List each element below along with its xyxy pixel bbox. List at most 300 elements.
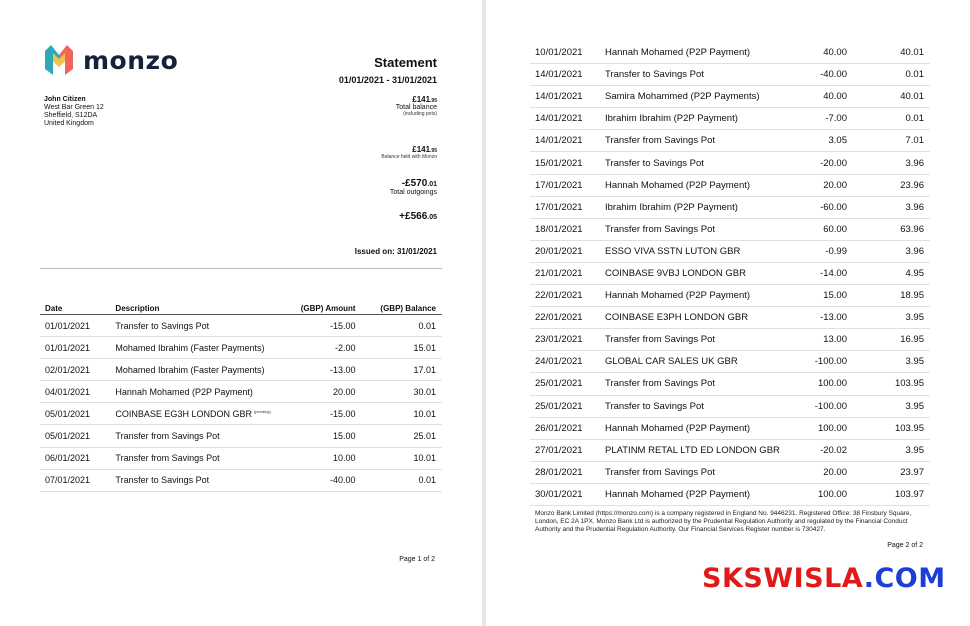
amount-cell bbox=[805, 439, 847, 461]
amount-cell bbox=[805, 307, 847, 329]
amount-cell-text: 15.00 bbox=[333, 431, 356, 442]
balance-cell-text: 3.95 bbox=[905, 312, 924, 324]
date-cell bbox=[530, 483, 605, 505]
amount-cell-text: -13.00 bbox=[820, 312, 847, 324]
address-line: Sheffield, S12DA bbox=[44, 112, 98, 119]
balance-cell-text: 10.01 bbox=[413, 453, 436, 464]
description-cell-text: Hannah Mohamed (P2P Payment) bbox=[115, 386, 253, 397]
outgoings-amount: -£570 bbox=[401, 178, 428, 189]
date-cell-text: 14/01/2021 bbox=[535, 69, 583, 81]
date-cell-text: 10/01/2021 bbox=[535, 47, 583, 59]
description-cell bbox=[605, 285, 805, 307]
page-number: Page 2 of 2 bbox=[887, 542, 923, 549]
date-cell bbox=[530, 329, 605, 351]
date-cell bbox=[530, 461, 605, 483]
date-cell bbox=[530, 108, 605, 130]
description-cell-text: Transfer to Savings Pot bbox=[115, 475, 210, 486]
balance-cell bbox=[356, 425, 442, 447]
balance-cell bbox=[356, 381, 442, 403]
balance-cell-text: 3.96 bbox=[905, 157, 924, 169]
table-row bbox=[530, 262, 930, 284]
description-cell bbox=[115, 447, 300, 469]
description-cell bbox=[115, 337, 300, 359]
date-cell-text: 22/01/2021 bbox=[535, 290, 583, 302]
date-cell bbox=[530, 174, 605, 196]
balance-cell bbox=[847, 130, 930, 152]
balance-cell-text: 10.01 bbox=[413, 408, 436, 419]
date-cell bbox=[40, 315, 115, 337]
table-row bbox=[530, 108, 930, 130]
table-row bbox=[530, 64, 930, 86]
table-row bbox=[530, 307, 930, 329]
monzo-logo-icon bbox=[43, 45, 75, 75]
balance-cell bbox=[847, 329, 930, 351]
description-cell-text: Transfer to Savings Pot bbox=[605, 157, 704, 169]
address-line: United Kingdom bbox=[44, 120, 94, 127]
issued-date: Issued on: 31/01/2021 bbox=[354, 247, 437, 256]
date-cell bbox=[530, 86, 605, 108]
description-cell-text: Hannah Mohamed (P2P Payment) bbox=[605, 290, 751, 302]
date-cell-text: 14/01/2021 bbox=[535, 135, 583, 147]
date-cell-text: 05/01/2021 bbox=[45, 408, 91, 419]
amount-cell bbox=[805, 417, 847, 439]
description-cell-text: Mohamed Ibrahim (Faster Payments) bbox=[115, 364, 265, 375]
date-cell-text: 27/01/2021 bbox=[535, 444, 583, 456]
amount-cell bbox=[805, 351, 847, 373]
description-cell bbox=[605, 240, 805, 262]
amount-cell-text: 100.00 bbox=[817, 488, 847, 500]
description-cell-text: Transfer from Savings Pot bbox=[605, 334, 715, 346]
balance-cell-text: 0.01 bbox=[905, 69, 924, 81]
col-header-description: Description bbox=[115, 299, 300, 315]
date-cell bbox=[40, 469, 115, 491]
monzo-balance-amount: £141 bbox=[412, 145, 431, 154]
total-outgoings bbox=[390, 178, 437, 196]
description-cell bbox=[605, 130, 805, 152]
balance-cell bbox=[356, 403, 442, 425]
balance-cell bbox=[847, 42, 930, 64]
balance-cell-text: 103.97 bbox=[894, 488, 924, 500]
description-cell bbox=[605, 196, 805, 218]
date-cell bbox=[40, 425, 115, 447]
table-row bbox=[40, 315, 442, 337]
description-cell-text: GLOBAL CAR SALES UK GBR bbox=[605, 356, 738, 368]
date-cell bbox=[530, 285, 605, 307]
amount-cell bbox=[301, 447, 356, 469]
date-cell-text: 14/01/2021 bbox=[535, 91, 583, 103]
date-cell bbox=[530, 42, 605, 64]
amount-cell-text: -100.00 bbox=[814, 356, 847, 368]
description-cell-text: Transfer from Savings Pot bbox=[605, 135, 715, 147]
description-cell-text: Hannah Mohamed (P2P Payment) bbox=[605, 422, 751, 434]
col-header-date: Date bbox=[40, 299, 115, 315]
amount-cell-text: -0.99 bbox=[825, 245, 847, 257]
balance-cell bbox=[847, 240, 930, 262]
balance-cell-text: 63.96 bbox=[900, 223, 924, 235]
balance-cell bbox=[847, 307, 930, 329]
balance-cell-text: 23.96 bbox=[900, 179, 924, 191]
amount-cell-text: 20.00 bbox=[333, 386, 356, 397]
description-cell-text: Transfer from Savings Pot bbox=[605, 466, 715, 478]
date-cell-text: 05/01/2021 bbox=[45, 431, 91, 442]
description-cell-text: Mohamed Ibrahim (Faster Payments) bbox=[115, 342, 265, 353]
balance-cell bbox=[847, 417, 930, 439]
table-row bbox=[40, 381, 442, 403]
description-cell bbox=[605, 262, 805, 284]
balance-cell bbox=[356, 337, 442, 359]
description-cell bbox=[605, 86, 805, 108]
brand-name: monzo bbox=[83, 45, 179, 75]
description-cell-text: Transfer to Savings Pot bbox=[115, 320, 210, 331]
description-cell-text: Transfer to Savings Pot bbox=[605, 400, 704, 412]
date-cell-text: 20/01/2021 bbox=[535, 245, 583, 257]
balance-cell-text: 30.01 bbox=[413, 386, 436, 397]
deposits-pence: .05 bbox=[427, 214, 437, 221]
description-cell-text: PLATINM RETAL LTD ED LONDON GBR bbox=[605, 444, 780, 456]
transactions-table-page1 bbox=[40, 299, 442, 492]
date-cell-text: 23/01/2021 bbox=[535, 334, 583, 346]
table-row bbox=[530, 439, 930, 461]
description-cell bbox=[605, 42, 805, 64]
date-cell bbox=[530, 395, 605, 417]
description-cell-text: ESSO VIVA SSTN LUTON GBR bbox=[605, 245, 741, 257]
description-cell bbox=[605, 64, 805, 86]
balance-cell-text: 7.01 bbox=[905, 135, 924, 147]
description-cell bbox=[605, 218, 805, 240]
date-cell bbox=[40, 337, 115, 359]
total-deposits bbox=[399, 211, 437, 222]
description-cell-text: Hannah Mohamed (P2P Payment) bbox=[605, 488, 751, 500]
balance-cell bbox=[847, 86, 930, 108]
page-number: Page 1 of 2 bbox=[399, 556, 435, 563]
balance-cell-text: 3.95 bbox=[905, 356, 924, 368]
balance-cell-text: 103.95 bbox=[894, 378, 924, 390]
date-cell-text: 14/01/2021 bbox=[535, 113, 583, 125]
amount-cell bbox=[805, 196, 847, 218]
customer-name: John Citizen bbox=[44, 96, 86, 103]
amount-cell-text: -2.00 bbox=[335, 342, 356, 353]
amount-cell bbox=[805, 42, 847, 64]
date-cell-text: 17/01/2021 bbox=[535, 179, 583, 191]
amount-cell-text: -20.00 bbox=[820, 157, 847, 169]
date-cell-text: 25/01/2021 bbox=[535, 378, 583, 390]
date-cell-text: 21/01/2021 bbox=[535, 267, 583, 279]
date-cell-text: 04/01/2021 bbox=[45, 386, 91, 397]
description-cell-text: COINBASE 9VBJ LONDON GBR bbox=[605, 267, 746, 279]
balance-cell bbox=[847, 285, 930, 307]
amount-cell bbox=[805, 285, 847, 307]
balance-cell-text: 103.95 bbox=[894, 422, 924, 434]
table-row bbox=[530, 42, 930, 64]
divider bbox=[40, 268, 442, 269]
balance-cell-text: 15.01 bbox=[413, 342, 436, 353]
amount-cell bbox=[301, 425, 356, 447]
table-row bbox=[530, 395, 930, 417]
balance-cell bbox=[847, 108, 930, 130]
amount-cell-text: 20.00 bbox=[823, 466, 847, 478]
watermark bbox=[702, 563, 946, 594]
amount-cell bbox=[805, 218, 847, 240]
table-row bbox=[530, 329, 930, 351]
table-row bbox=[530, 218, 930, 240]
amount-cell-text: -15.00 bbox=[330, 408, 356, 419]
amount-cell-text: 100.00 bbox=[817, 378, 847, 390]
description-cell bbox=[605, 417, 805, 439]
amount-cell bbox=[805, 395, 847, 417]
amount-cell-text: -40.00 bbox=[330, 475, 356, 486]
date-cell bbox=[530, 196, 605, 218]
date-cell-text: 01/01/2021 bbox=[45, 320, 91, 331]
table-row bbox=[40, 425, 442, 447]
watermark-name: SKSWISLA bbox=[702, 563, 864, 594]
amount-cell-text: 20.00 bbox=[823, 179, 847, 191]
amount-cell-text: -60.00 bbox=[820, 201, 847, 213]
table-row bbox=[530, 174, 930, 196]
balance-cell bbox=[847, 373, 930, 395]
amount-cell-text: -7.00 bbox=[825, 113, 847, 125]
description-cell bbox=[115, 359, 300, 381]
balance-cell-text: 3.96 bbox=[905, 245, 924, 257]
monzo-balance bbox=[381, 145, 437, 160]
total-balance-amount: £141 bbox=[412, 95, 431, 104]
amount-cell bbox=[301, 381, 356, 403]
description-cell bbox=[605, 108, 805, 130]
date-cell bbox=[40, 359, 115, 381]
date-cell-text: 07/01/2021 bbox=[45, 475, 91, 486]
monzo-balance-pence: .95 bbox=[430, 148, 437, 154]
date-cell-text: 25/01/2021 bbox=[535, 400, 583, 412]
description-cell-text: Hannah Mohamed (P2P Payment) bbox=[605, 179, 751, 191]
description-cell bbox=[605, 329, 805, 351]
col-header-balance: (GBP) Balance bbox=[356, 299, 442, 315]
amount-cell-text: 40.00 bbox=[823, 91, 847, 103]
balance-cell-text: 0.01 bbox=[905, 113, 924, 125]
amount-cell-text: 15.00 bbox=[823, 290, 847, 302]
statement-title: Statement bbox=[374, 55, 437, 70]
amount-cell-text: -40.00 bbox=[820, 69, 847, 81]
amount-cell bbox=[301, 359, 356, 381]
date-cell-text: 22/01/2021 bbox=[535, 312, 583, 324]
description-cell-text: Ibrahim Ibrahim (P2P Payment) bbox=[605, 113, 738, 125]
date-cell bbox=[530, 64, 605, 86]
description-cell bbox=[605, 373, 805, 395]
date-cell-text: 18/01/2021 bbox=[535, 223, 583, 235]
amount-cell bbox=[805, 86, 847, 108]
amount-cell bbox=[301, 403, 356, 425]
outgoings-label: Total outgoings bbox=[389, 189, 437, 196]
amount-cell bbox=[805, 240, 847, 262]
balance-cell-text: 3.96 bbox=[905, 201, 924, 213]
table-row bbox=[40, 403, 442, 425]
description-cell-text: Transfer from Savings Pot bbox=[115, 431, 220, 442]
description-cell bbox=[605, 483, 805, 505]
table-row bbox=[40, 337, 442, 359]
date-cell-text: 06/01/2021 bbox=[45, 453, 91, 464]
date-cell bbox=[40, 403, 115, 425]
balance-cell bbox=[847, 461, 930, 483]
outgoings-pence: .01 bbox=[427, 181, 437, 188]
amount-cell bbox=[805, 130, 847, 152]
col-header-amount: (GBP) Amount bbox=[301, 299, 356, 315]
date-cell-text: 28/01/2021 bbox=[535, 466, 583, 478]
amount-cell-text: 10.00 bbox=[333, 453, 356, 464]
amount-cell bbox=[805, 461, 847, 483]
date-cell-text: 02/01/2021 bbox=[45, 364, 91, 375]
amount-cell bbox=[805, 64, 847, 86]
statement-page-1 bbox=[0, 0, 482, 626]
description-cell bbox=[605, 174, 805, 196]
date-cell bbox=[530, 240, 605, 262]
date-cell bbox=[530, 218, 605, 240]
balance-cell bbox=[847, 218, 930, 240]
date-cell-text: 15/01/2021 bbox=[535, 157, 583, 169]
balance-cell-text: 18.95 bbox=[900, 290, 924, 302]
description-cell bbox=[115, 425, 300, 447]
description-cell-text: Samira Mohammed (P2P Payments) bbox=[605, 91, 760, 103]
date-cell-text: 24/01/2021 bbox=[535, 356, 583, 368]
description-cell bbox=[605, 307, 805, 329]
amount-cell bbox=[301, 315, 356, 337]
balance-cell-text: 0.01 bbox=[418, 320, 436, 331]
amount-cell-text: -15.00 bbox=[330, 320, 356, 331]
amount-cell bbox=[805, 108, 847, 130]
balance-cell bbox=[356, 447, 442, 469]
watermark-domain: .COM bbox=[863, 563, 946, 594]
transactions-table-page2 bbox=[530, 42, 930, 506]
table-row bbox=[40, 447, 442, 469]
description-cell-text: Hannah Mohamed (P2P Payment) bbox=[605, 47, 751, 59]
balance-cell bbox=[847, 196, 930, 218]
balance-cell-text: 40.01 bbox=[900, 91, 924, 103]
date-cell-text: 26/01/2021 bbox=[535, 422, 583, 434]
table-row bbox=[530, 373, 930, 395]
amount-cell bbox=[805, 262, 847, 284]
table-row bbox=[530, 240, 930, 262]
date-cell bbox=[530, 373, 605, 395]
description-cell-text: Ibrahim Ibrahim (P2P Payment) bbox=[605, 201, 738, 213]
balance-cell bbox=[847, 174, 930, 196]
table-row bbox=[40, 359, 442, 381]
description-cell bbox=[115, 381, 300, 403]
balance-cell-text: 16.95 bbox=[900, 334, 924, 346]
balance-cell bbox=[847, 483, 930, 505]
amount-cell bbox=[301, 469, 356, 491]
description-cell bbox=[605, 439, 805, 461]
table-row bbox=[530, 130, 930, 152]
description-cell-text: COINBASE E3PH LONDON GBR bbox=[605, 312, 749, 324]
amount-cell-text: 100.00 bbox=[817, 422, 847, 434]
amount-cell-text: 60.00 bbox=[823, 223, 847, 235]
balance-cell-text: 3.95 bbox=[905, 444, 924, 456]
balance-cell bbox=[356, 469, 442, 491]
table-row bbox=[40, 469, 442, 491]
date-cell bbox=[530, 152, 605, 174]
total-balance-label: Total balance bbox=[395, 104, 437, 111]
table-row bbox=[530, 351, 930, 373]
date-cell bbox=[40, 447, 115, 469]
pending-tag: (pending) bbox=[253, 408, 271, 414]
date-cell bbox=[530, 262, 605, 284]
table-row bbox=[530, 285, 930, 307]
balance-cell-text: 23.97 bbox=[900, 466, 924, 478]
amount-cell-text: 3.05 bbox=[828, 135, 847, 147]
balance-cell-text: 0.01 bbox=[418, 475, 436, 486]
balance-cell bbox=[847, 262, 930, 284]
balance-cell-text: 40.01 bbox=[900, 47, 924, 59]
statement-period: 01/01/2021 - 31/01/2021 bbox=[338, 75, 437, 85]
description-cell bbox=[605, 152, 805, 174]
amount-cell-text: -14.00 bbox=[820, 267, 847, 279]
balance-cell-text: 25.01 bbox=[413, 431, 436, 442]
table-row bbox=[530, 461, 930, 483]
table-row bbox=[530, 196, 930, 218]
balance-cell-text: 4.95 bbox=[905, 267, 924, 279]
amount-cell bbox=[805, 329, 847, 351]
table-row bbox=[530, 417, 930, 439]
amount-cell-text: -100.00 bbox=[814, 400, 847, 412]
amount-cell bbox=[301, 337, 356, 359]
amount-cell-text: -20.02 bbox=[820, 444, 847, 456]
amount-cell bbox=[805, 174, 847, 196]
description-cell bbox=[605, 351, 805, 373]
date-cell bbox=[40, 381, 115, 403]
description-cell bbox=[115, 315, 300, 337]
statement-page-2 bbox=[486, 0, 970, 626]
date-cell bbox=[530, 351, 605, 373]
description-cell bbox=[605, 395, 805, 417]
legal-footer: Monzo Bank Limited (https://monzo.com) is a company registered in England No. 9446231. Registered Office: 38 Finsbury Square, London, EC 2A 1PX. Monzo Bank Ltd is authorized by the Prudential Regulation Authority and regulated by the Financial Conduct Authority and the Prudential Regulation Authority. Our Financial Services Register number is 730427. bbox=[535, 510, 912, 533]
amount-cell-text: 13.00 bbox=[823, 334, 847, 346]
date-cell bbox=[530, 439, 605, 461]
balance-cell bbox=[847, 152, 930, 174]
description-cell bbox=[115, 469, 300, 491]
date-cell-text: 17/01/2021 bbox=[535, 201, 583, 213]
date-cell-text: 01/01/2021 bbox=[45, 342, 91, 353]
table-row bbox=[530, 152, 930, 174]
balance-cell-text: 17.01 bbox=[413, 364, 436, 375]
description-cell bbox=[115, 403, 300, 425]
customer-address bbox=[44, 96, 104, 128]
balance-cell-text: 3.95 bbox=[905, 400, 924, 412]
total-balance bbox=[396, 95, 437, 117]
balance-cell bbox=[847, 64, 930, 86]
balance-cell bbox=[356, 359, 442, 381]
description-cell-text: Transfer from Savings Pot bbox=[115, 453, 220, 464]
table-row bbox=[530, 86, 930, 108]
amount-cell-text: -13.00 bbox=[330, 364, 356, 375]
description-cell-text: Transfer from Savings Pot bbox=[605, 223, 715, 235]
description-cell-text: Transfer to Savings Pot bbox=[605, 69, 704, 81]
date-cell bbox=[530, 417, 605, 439]
total-balance-note: (including pots) bbox=[403, 111, 437, 117]
monzo-balance-label: Balance held with Monzo bbox=[381, 154, 437, 160]
balance-cell bbox=[847, 351, 930, 373]
amount-cell bbox=[805, 483, 847, 505]
address-line: West Bar Green 12 bbox=[44, 104, 104, 111]
table-row bbox=[530, 483, 930, 505]
balance-cell bbox=[356, 315, 442, 337]
date-cell bbox=[530, 130, 605, 152]
monzo-logo bbox=[43, 45, 178, 75]
description-cell-text: COINBASE EG3H LONDON GBR bbox=[115, 408, 252, 419]
balance-cell bbox=[847, 395, 930, 417]
amount-cell bbox=[805, 152, 847, 174]
amount-cell-text: 40.00 bbox=[823, 47, 847, 59]
total-balance-pence: .95 bbox=[430, 98, 437, 104]
table-header-row bbox=[40, 299, 442, 315]
amount-cell bbox=[805, 373, 847, 395]
date-cell bbox=[530, 307, 605, 329]
